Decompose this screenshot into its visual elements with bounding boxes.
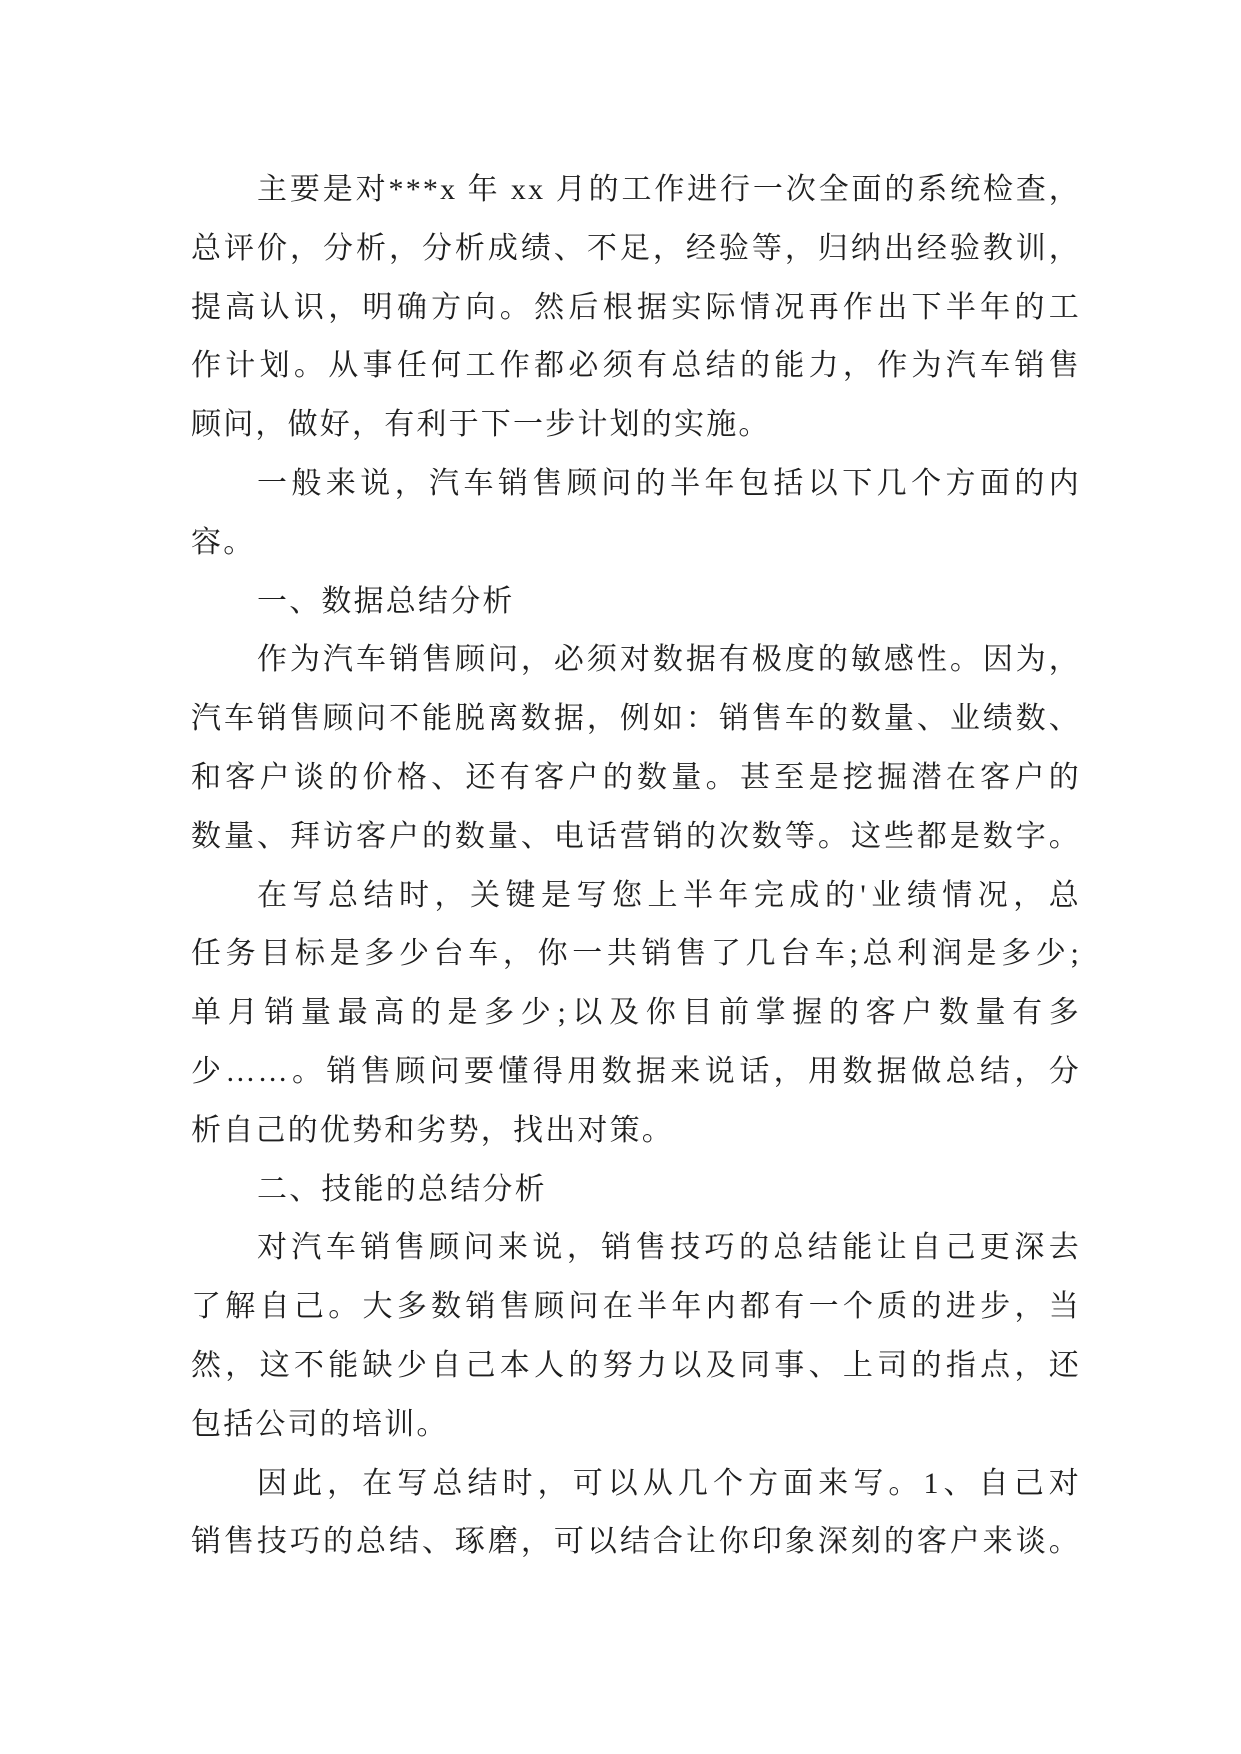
document-body: [191, 161, 1081, 1572]
paragraph-data-summary: [191, 867, 1081, 1161]
text-line: 因此，在写总结时，可以从几个方面来写。1、自己对: [257, 1466, 1081, 1500]
text-line: 析自己的优势和劣势，找出对策。: [191, 1113, 674, 1147]
paragraph-intro: [191, 161, 1081, 455]
text-line: 作计划。从事任何工作都必须有总结的能力，作为汽车销售: [191, 349, 1081, 383]
text-line: 主要是对***x 年 xx 月的工作进行一次全面的系统检查，: [257, 173, 1081, 206]
section-heading-data: [191, 573, 1081, 632]
section-heading: 一、数据总结分析: [257, 584, 515, 618]
paragraph-overview: [191, 455, 1081, 573]
text-line: 和客户谈的价格、还有客户的数量。甚至是挖掘潜在客户的: [191, 760, 1081, 794]
text-line: 对汽车销售顾问来说，销售技巧的总结能让自己更深去: [257, 1231, 1081, 1265]
text-line: 在写总结时，关键是写您上半年完成的'业绩情况，总: [257, 878, 1081, 912]
section-heading-skills: [191, 1161, 1081, 1220]
text-line: 顾问，做好，有利于下一步计划的实施。: [191, 408, 771, 442]
text-line: 作为汽车销售顾问，必须对数据有极度的敏感性。因为，: [257, 643, 1081, 677]
text-line: 单月销量最高的是多少;以及你目前掌握的客户数量有多: [191, 996, 1081, 1030]
text-line: 然，这不能缺少自己本人的努力以及同事、上司的指点，还: [191, 1348, 1081, 1382]
text-line: 总评价，分析，分析成绩、不足，经验等，归纳出经验教训，: [191, 231, 1081, 265]
text-line: 了解自己。大多数销售顾问在半年内都有一个质的进步，当: [191, 1290, 1081, 1324]
paragraph-skills: [191, 1219, 1081, 1454]
text-line: 销售技巧的总结、琢磨，可以结合让你印象深刻的客户来谈。: [191, 1525, 1081, 1559]
text-line: 容。: [191, 525, 256, 559]
text-line: 任务目标是多少台车，你一共销售了几台车;总利润是多少;: [191, 937, 1081, 971]
text-line: 少……。销售顾问要懂得用数据来说话，用数据做总结，分: [191, 1054, 1081, 1088]
text-line: 包括公司的培训。: [191, 1407, 449, 1441]
text-line: 汽车销售顾问不能脱离数据，例如：销售车的数量、业绩数、: [191, 702, 1081, 736]
text-line: 一般来说，汽车销售顾问的半年包括以下几个方面的内: [257, 466, 1081, 500]
paragraph-data-sensitivity: [191, 631, 1081, 866]
section-heading: 二、技能的总结分析: [257, 1172, 547, 1206]
paragraph-writing-aspects: [191, 1455, 1081, 1573]
text-line: 数量、拜访客户的数量、电话营销的次数等。这些都是数字。: [191, 819, 1081, 853]
text-line: 提高认识，明确方向。然后根据实际情况再作出下半年的工: [191, 290, 1081, 324]
